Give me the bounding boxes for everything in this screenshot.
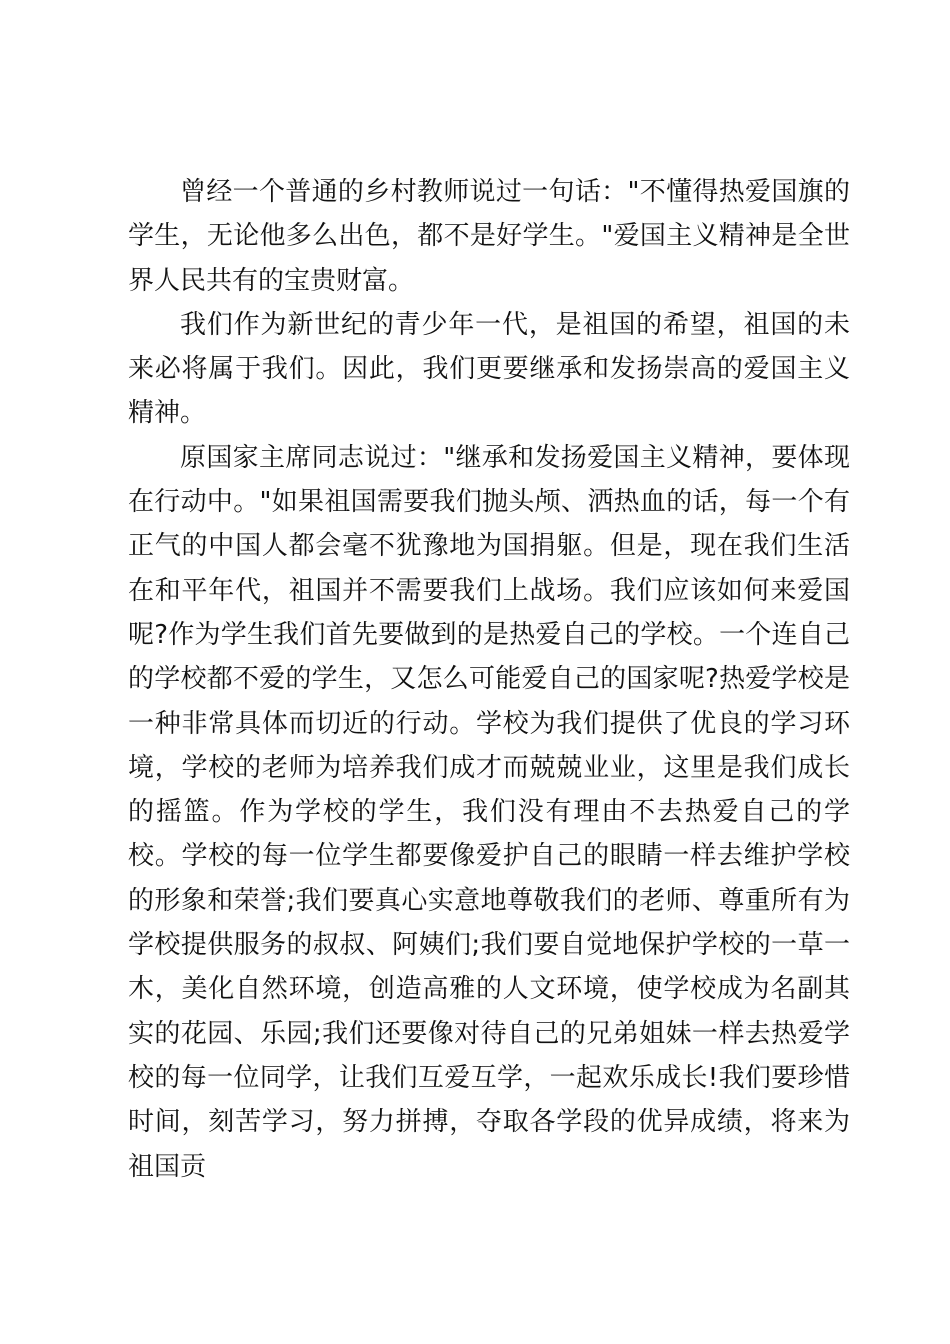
paragraph-1: 曾经一个普通的乡村教师说过一句话："不懂得热爱国旗的学生，无论他多么出色，都不是好学生。"爱国主义精神是全世界人民共有的宝贵财富。 <box>128 177 850 296</box>
body-text <box>128 170 850 1189</box>
paragraph-2: 我们作为新世纪的青少年一代，是祖国的希望，祖国的未来必将属于我们。因此，我们更要继承和发扬崇高的爱国主义精神。 <box>128 309 850 429</box>
paragraph-3: 原国家主席同志说过："继承和发扬爱国主义精神，要体现在行动中。"如果祖国需要我们抛头颅、洒热血的话，每一个有正气的中国人都会毫不犹豫地为国捐躯。但是，现在我们生活在和平年代，祖国并不需要我们上战场。我们应该如何来爱国呢?作为学生我们首先要做到的是热爱自己的学校。一个连自己的学校都不爱的学生，又怎么可能爱自己的国家呢?热爱学校是一种非常具体而切近的行动。学校为我们提供了优良的学习环境，学校的老师为培养我们成才而兢兢业业，这里是我们成长的摇篮。作为学校的学生，我们没有理由不去热爱自己的学校。学校的每一位学生都要像爱护自己的眼睛一样去维护学校的形象和荣誉;我们要真心实意地尊敬我们的老师、尊重所有为学校提供服务的叔叔、阿姨们;我们要自觉地保护学校的一草一木，美化自然环境，创造高雅的人文环境，使学校成为名副其实的花园、乐园;我们还要像对待自己的兄弟姐妹一样去热爱学校的每一位同学，让我们互爱互学，一起欢乐成长!我们要珍惜时间，刻苦学习，努力拼搏，夺取各学段的优异成绩，将来为祖国贡 <box>128 442 850 1182</box>
